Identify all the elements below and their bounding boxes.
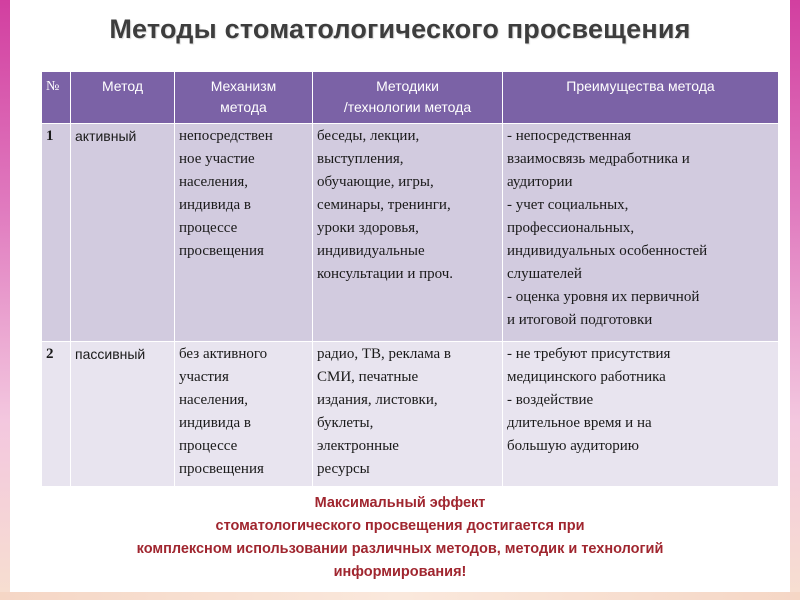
text-line: профессиональных, bbox=[507, 220, 635, 236]
text-line: комплексном использовании различных методов, методик и технологий bbox=[136, 541, 664, 557]
header-method: Метод bbox=[71, 72, 175, 124]
header-num: № bbox=[42, 72, 71, 124]
text-line: участия bbox=[179, 369, 229, 385]
header-techniques-line2: /технологии метода bbox=[343, 99, 472, 115]
text-line: уроки здоровья, bbox=[317, 220, 419, 236]
row-number: 1 bbox=[42, 124, 71, 342]
text-line: - оценка уровня их первичной bbox=[507, 289, 700, 305]
slide-frame-bottom bbox=[0, 592, 800, 600]
text-line: просвещения bbox=[179, 243, 264, 259]
text-line: процессе bbox=[179, 220, 238, 236]
header-mechanism-line2: метода bbox=[220, 99, 267, 115]
header-techniques-line1: Методики bbox=[376, 78, 439, 94]
text-line: непосредствен bbox=[179, 128, 273, 144]
text-line: индивидуальных особенностей bbox=[507, 243, 708, 259]
text-line: обучающие, игры, bbox=[317, 174, 434, 190]
text-line: информирования! bbox=[333, 564, 467, 580]
method-name: активный bbox=[71, 124, 175, 342]
techniques-cell bbox=[313, 124, 503, 342]
text-line: и итоговой подготовки bbox=[507, 312, 653, 328]
text-line: населения, bbox=[179, 174, 249, 190]
text-line: медицинского работника bbox=[507, 369, 666, 385]
text-line: длительное время и на bbox=[507, 415, 652, 431]
header-techniques bbox=[313, 72, 503, 124]
mechanism-cell bbox=[175, 342, 313, 487]
slide-title: Методы стоматологического просвещения bbox=[109, 14, 691, 44]
text-line: выступления, bbox=[317, 151, 404, 167]
header-mechanism-line1: Механизм bbox=[210, 78, 277, 94]
text-line: процессе bbox=[179, 438, 238, 454]
table-header-row bbox=[42, 72, 779, 124]
text-line: беседы, лекции, bbox=[317, 128, 420, 144]
advantages-cell bbox=[503, 342, 779, 487]
text-line: - учет социальных, bbox=[507, 197, 629, 213]
text-line: издания, листовки, bbox=[317, 392, 438, 408]
advantages-cell bbox=[503, 124, 779, 342]
text-line: населения, bbox=[179, 392, 249, 408]
text-line: буклеты, bbox=[317, 415, 374, 431]
text-line: большую аудиторию bbox=[507, 438, 639, 454]
text-line: индивида в bbox=[179, 197, 251, 213]
text-line: СМИ, печатные bbox=[317, 369, 419, 385]
method-name: пассивный bbox=[71, 342, 175, 487]
text-line: электронные bbox=[317, 438, 399, 454]
text-line: просвещения bbox=[179, 461, 264, 477]
text-line: - непосредственная bbox=[507, 128, 632, 144]
header-mechanism bbox=[175, 72, 313, 124]
text-line: стоматологического просвещения достигается при bbox=[215, 518, 585, 534]
conclusion-note bbox=[0, 492, 800, 584]
text-line: радио, ТВ, реклама в bbox=[317, 346, 451, 362]
text-line: - воздействие bbox=[507, 392, 594, 408]
text-line: ное участие bbox=[179, 151, 255, 167]
text-line: Максимальный эффект bbox=[314, 495, 486, 511]
text-line: ресурсы bbox=[317, 461, 370, 477]
text-line: аудитории bbox=[507, 174, 573, 190]
text-line: консультации и проч. bbox=[317, 266, 454, 282]
text-line: слушателей bbox=[507, 266, 582, 282]
techniques-cell bbox=[313, 342, 503, 487]
header-advantages: Преимущества метода bbox=[503, 72, 779, 124]
text-line: индивида в bbox=[179, 415, 251, 431]
text-line: семинары, тренинги, bbox=[317, 197, 451, 213]
text-line: без активного bbox=[179, 346, 268, 362]
mechanism-cell bbox=[175, 124, 313, 342]
text-line: - не требуют присутствия bbox=[507, 346, 671, 362]
table-row bbox=[42, 124, 779, 342]
text-line: индивидуальные bbox=[317, 243, 425, 259]
text-line: взаимосвязь медработника и bbox=[507, 151, 690, 167]
table-row bbox=[42, 342, 779, 487]
methods-table bbox=[41, 71, 779, 487]
row-number: 2 bbox=[42, 342, 71, 487]
